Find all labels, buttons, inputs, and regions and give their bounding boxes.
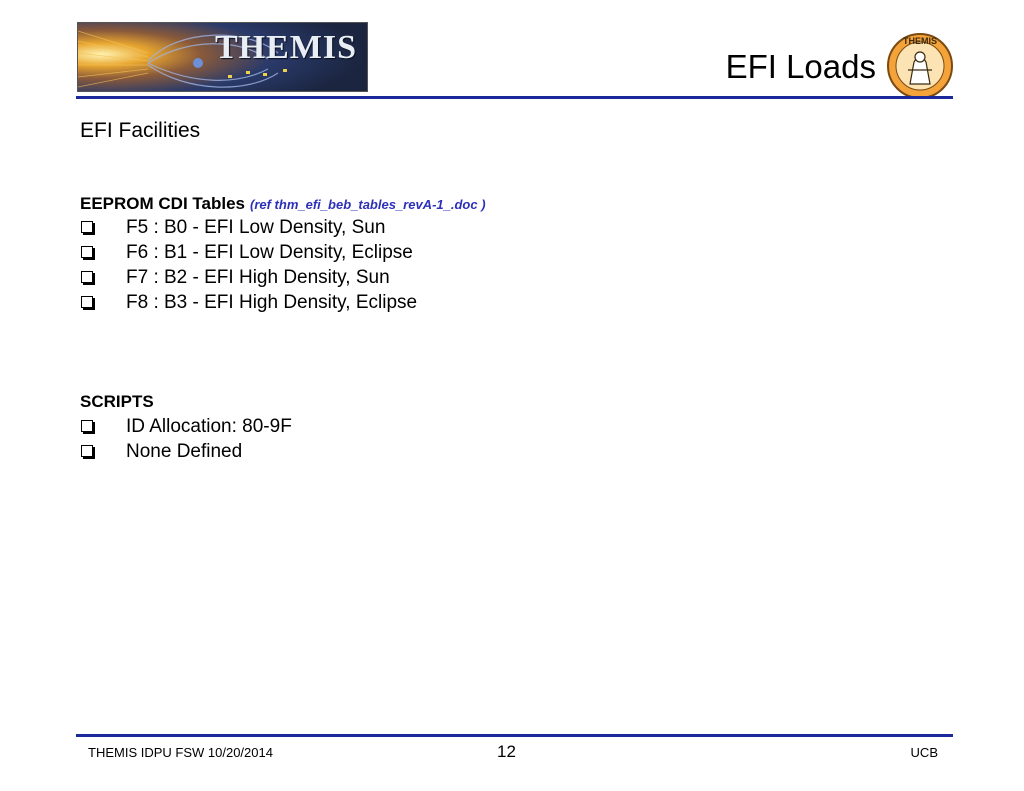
emblem-text: THEMIS: [902, 36, 938, 46]
page-number: 12: [497, 742, 516, 761]
slide-title: EFI Loads: [725, 48, 876, 85]
checkbox-bullet-icon: [81, 445, 93, 457]
list-item: [80, 265, 417, 290]
themis-emblem-logo: [886, 32, 954, 100]
checkbox-bullet-icon: [81, 246, 93, 258]
footer-right-text: UCB: [910, 745, 938, 760]
list-item: [80, 414, 292, 439]
checkbox-bullet-icon: [81, 271, 93, 283]
scripts-heading: SCRIPTS: [80, 392, 154, 411]
eeprom-table-list: [80, 215, 417, 315]
list-item-text: F5 : B0 - EFI Low Density, Sun: [126, 217, 386, 238]
header-divider: [76, 96, 953, 99]
list-item: [80, 439, 292, 464]
list-item: [80, 215, 417, 240]
list-item-text: F8 : B3 - EFI High Density, Eclipse: [126, 292, 418, 313]
banner-title: THEMIS: [214, 29, 357, 66]
list-item-text: F6 : B1 - EFI Low Density, Eclipse: [126, 242, 413, 263]
list-item: [80, 240, 417, 265]
checkbox-bullet-icon: [81, 296, 93, 308]
footer-left-text: THEMIS IDPU FSW 10/20/2014: [88, 745, 273, 760]
checkbox-bullet-icon: [81, 221, 93, 233]
eeprom-reference: (ref thm_efi_beb_tables_revA-1_.doc ): [250, 197, 486, 212]
list-item: [80, 290, 417, 315]
themis-banner-logo: [77, 22, 368, 92]
eeprom-heading: [80, 194, 486, 214]
eeprom-title: EEPROM CDI Tables: [80, 194, 245, 213]
footer-divider: [76, 734, 953, 737]
list-item-text: None Defined: [126, 441, 243, 462]
list-item-text: ID Allocation: 80-9F: [126, 416, 292, 437]
checkbox-bullet-icon: [81, 420, 93, 432]
section-heading: EFI Facilities: [80, 119, 201, 142]
list-item-text: F7 : B2 - EFI High Density, Sun: [126, 267, 390, 288]
scripts-list: [80, 414, 292, 464]
